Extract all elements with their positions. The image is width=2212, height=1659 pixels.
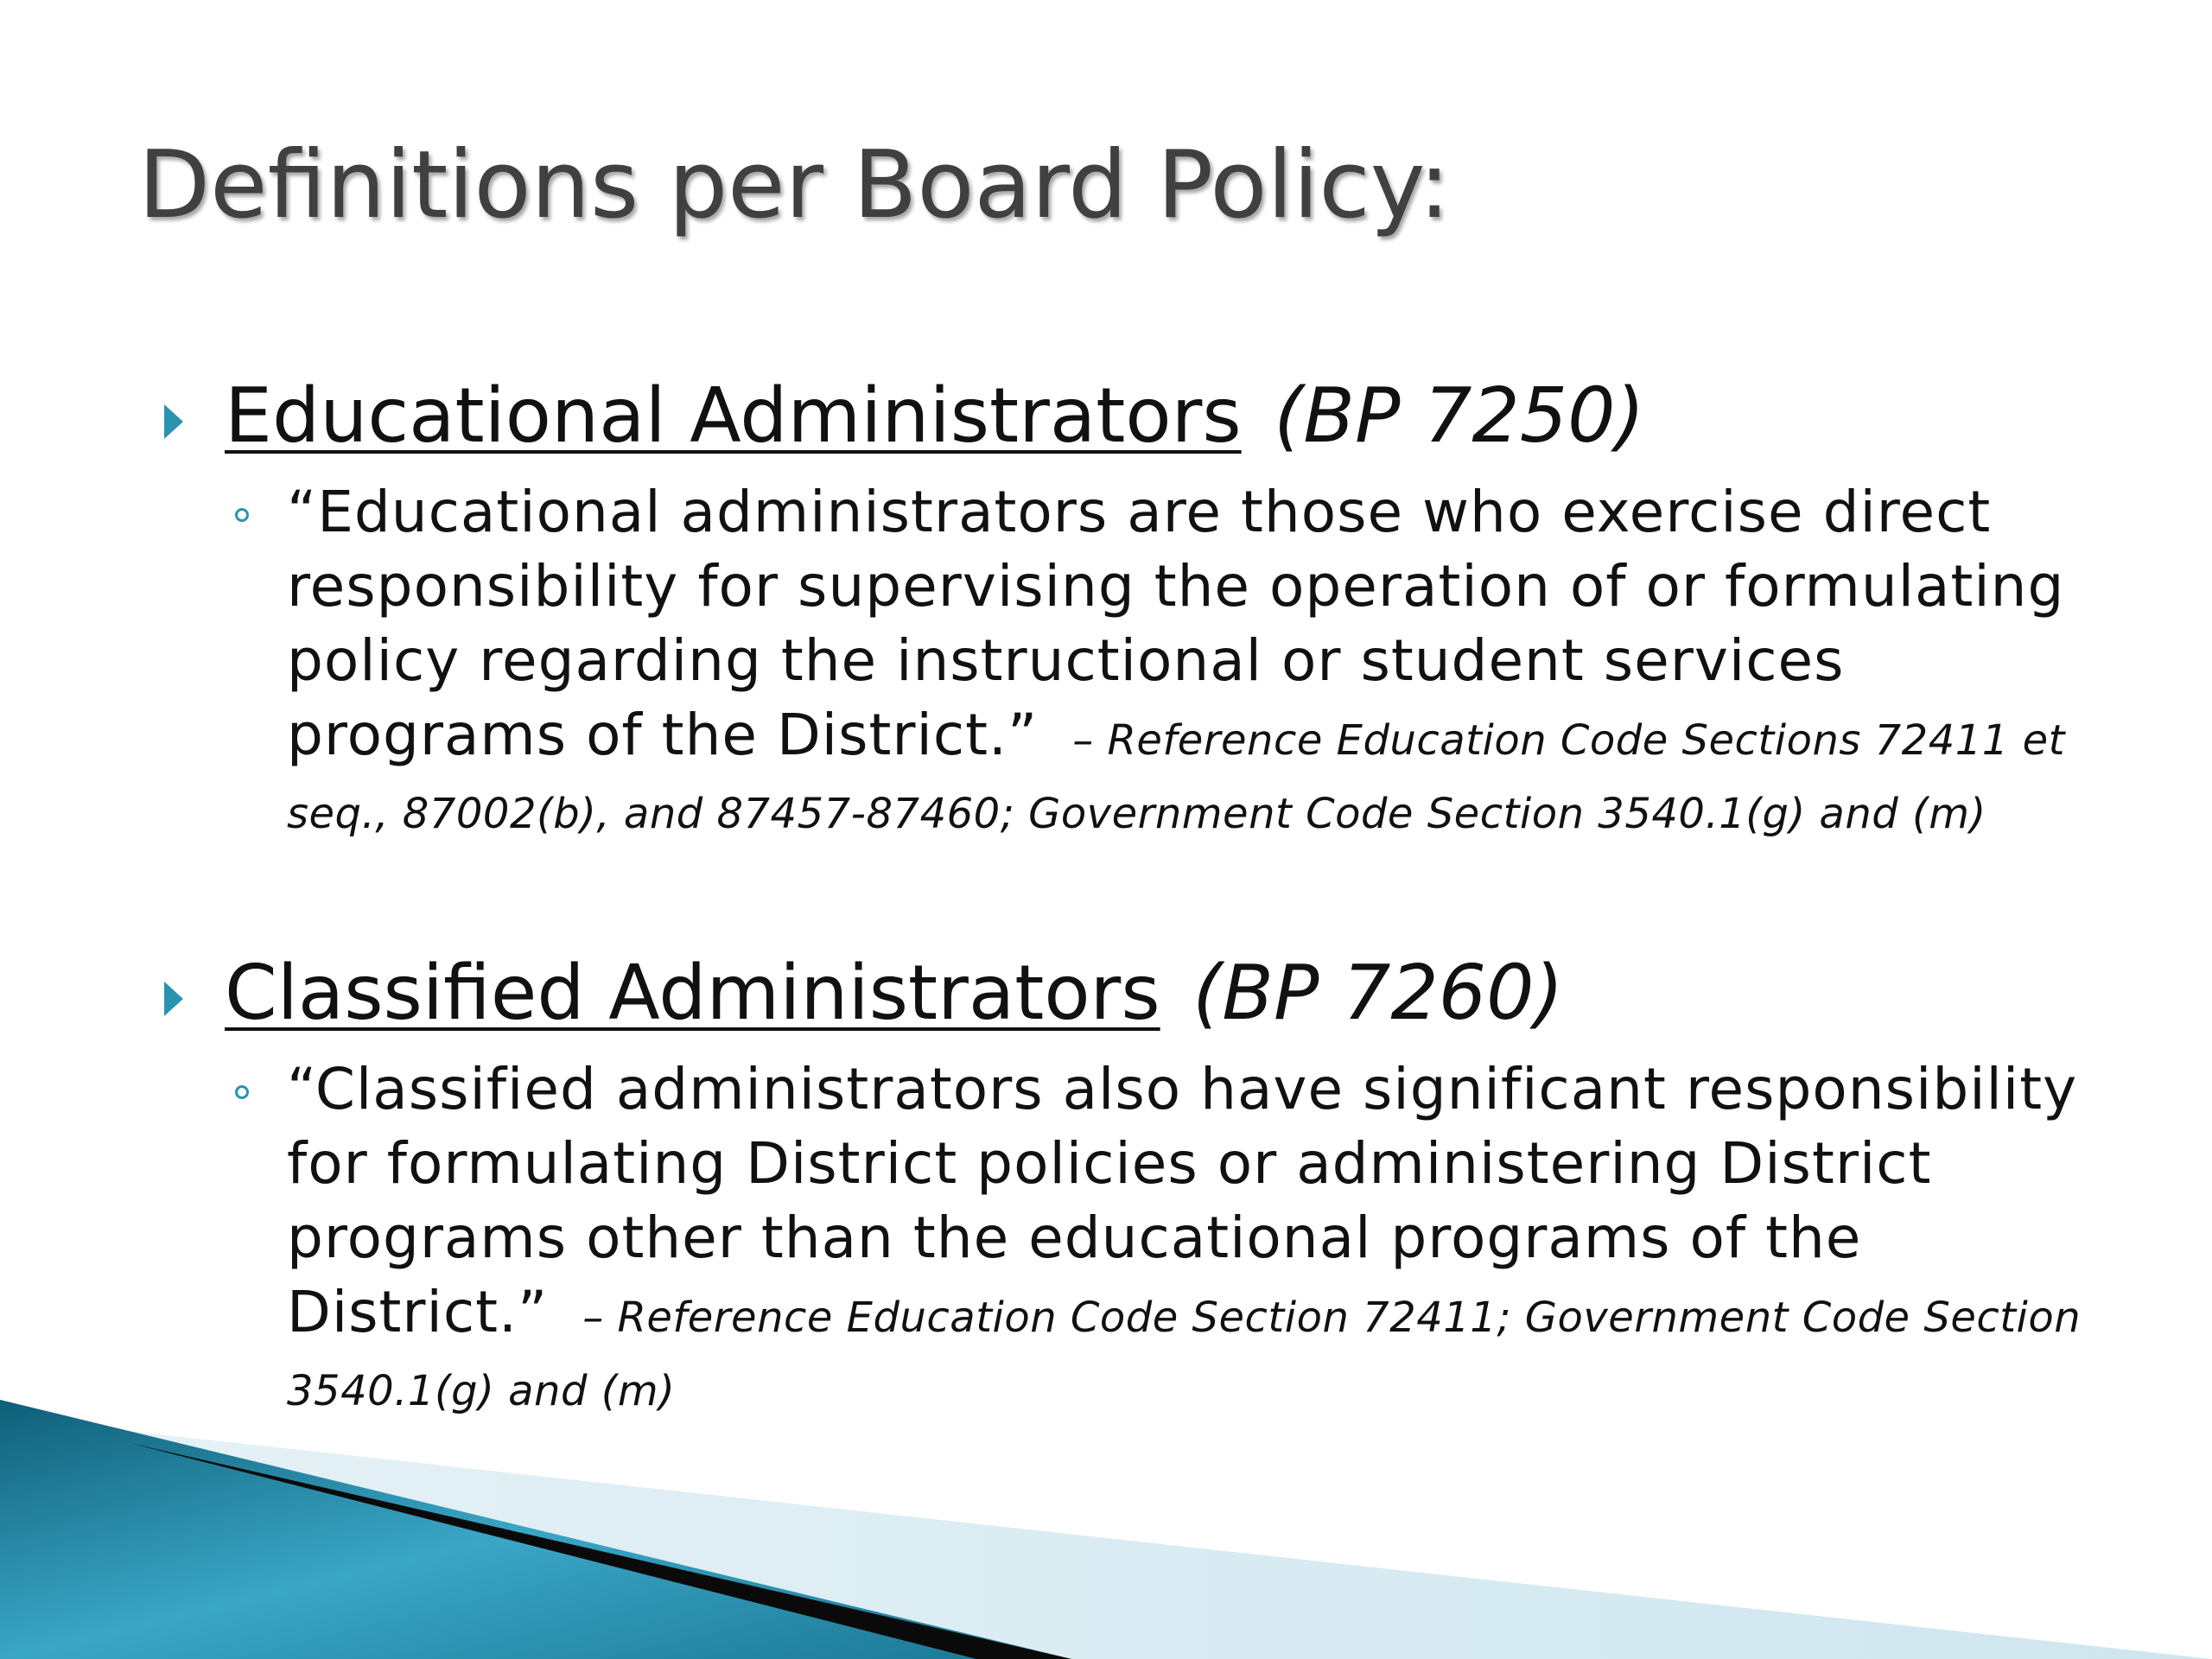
sub-bullet: [164, 475, 2101, 846]
circle-bullet-icon: [235, 508, 249, 522]
triangle-bullet-icon: [164, 982, 183, 1016]
bullet-heading: [164, 370, 2065, 461]
reference-citation: – Reference Education Code Section 72411; Government Code Section 3540.1(g) and (m): [287, 1293, 2082, 1416]
definition-paragraph: [287, 1052, 2101, 1423]
heading-text: Classified Administrators: [225, 949, 1160, 1037]
policy-code: (BP 7260): [1192, 949, 1564, 1037]
definition-quote: “Educational administrators are those who exercise direct responsibility for supervising the operation of or formulating policy regarding the instructional or student services programs of the District.”: [287, 479, 2065, 768]
circle-bullet-icon: [235, 1085, 249, 1099]
bullet-classified-administrators: [164, 947, 2082, 1423]
reference-citation: – Reference Education Code Sections 72411 et seq., 87002(b), and 87457-87460; Government Code Section 3540.1(g) and (m): [287, 715, 2065, 839]
definition-paragraph: [287, 475, 2101, 846]
bullet-heading: [164, 947, 2065, 1039]
triangle-bullet-icon: [164, 404, 183, 439]
policy-code: (BP 7250): [1274, 372, 1645, 460]
heading-text: Educational Administrators: [225, 372, 1242, 460]
sub-bullet: [164, 1052, 2101, 1423]
definition-quote: “Classified administrators also have significant responsibility for formulating District policies or administering District programs other than the educational programs of the District.”: [287, 1056, 2078, 1345]
page-title: Definitions per Board Policy:: [138, 131, 1451, 239]
bullet-educational-administrators: [164, 370, 2065, 846]
